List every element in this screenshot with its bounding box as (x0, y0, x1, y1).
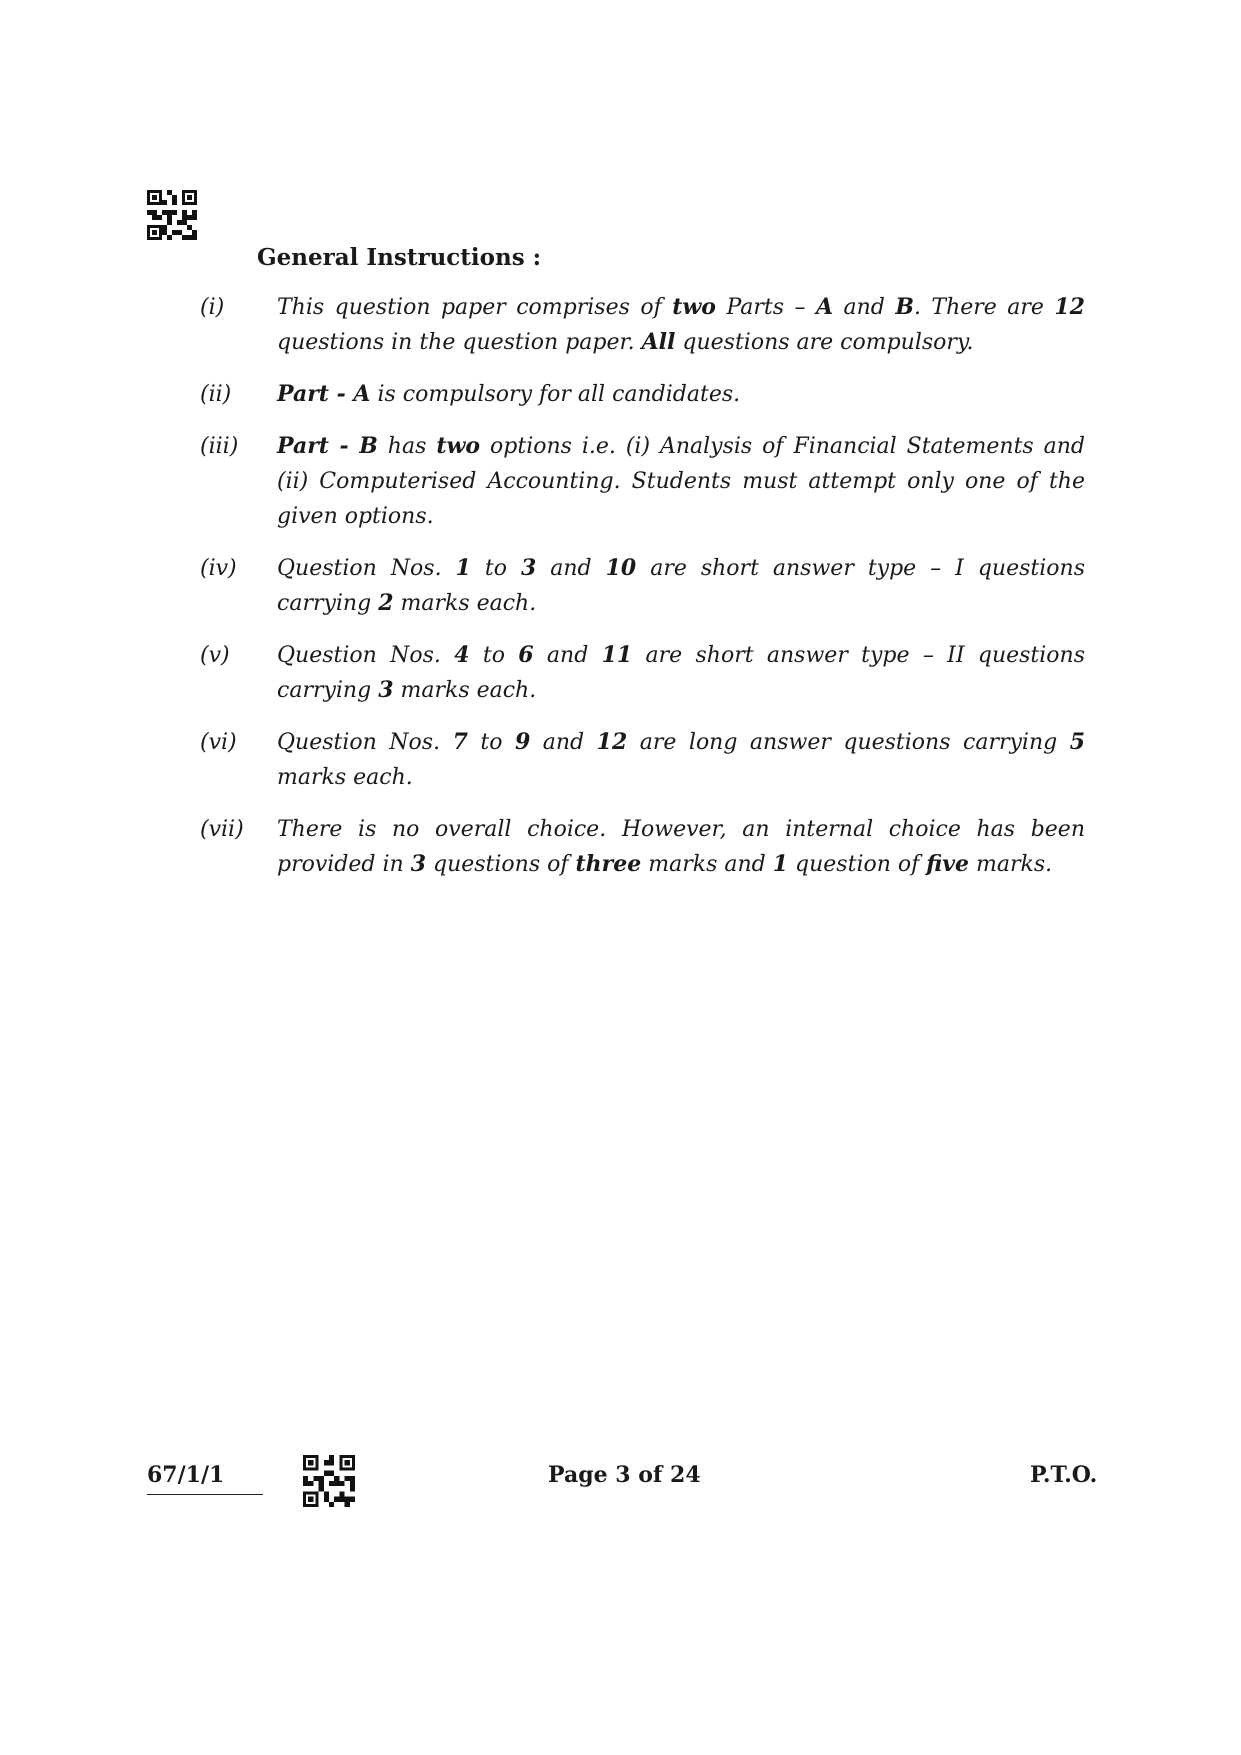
instruction-emphasis: Part - A (277, 381, 371, 407)
instruction-fragment: marks. (969, 852, 1053, 877)
instruction-emphasis: 2 (378, 590, 394, 616)
paper-code: 67/1/1 (147, 1462, 263, 1495)
instruction-fragment: to (470, 556, 521, 581)
instruction-fragment: Question Nos. (277, 643, 455, 668)
instruction-fragment: marks each. (277, 765, 413, 790)
instruction-number: (ii) (200, 382, 232, 407)
instruction-fragment: and (533, 643, 602, 668)
instruction-fragment: . There are (913, 295, 1055, 320)
instruction-emphasis: 6 (518, 642, 534, 668)
instruction-item (200, 551, 1085, 621)
instruction-number: (vi) (200, 730, 237, 755)
instruction-emphasis: 7 (452, 729, 468, 755)
instruction-fragment: questions of (426, 852, 576, 877)
instruction-fragment: There is no overall choice. However, an internal choice has been provided in (277, 817, 1085, 877)
instruction-number: (vii) (200, 817, 244, 842)
instruction-fragment: Parts – (715, 295, 816, 320)
instruction-text (277, 429, 1085, 534)
instruction-fragment: question of (788, 852, 927, 877)
instruction-emphasis: 12 (1054, 294, 1085, 320)
instruction-text (277, 725, 1085, 795)
instruction-emphasis: two (672, 294, 716, 320)
instruction-fragment: has (377, 434, 437, 459)
instruction-number: (i) (200, 295, 225, 320)
instruction-fragment: marks each. (393, 678, 537, 703)
instruction-fragment: are long answer questions carrying (627, 730, 1070, 755)
instruction-emphasis: five (926, 851, 970, 877)
instruction-fragment: to (467, 730, 515, 755)
instruction-emphasis: 12 (596, 729, 628, 755)
qr-code-footer (303, 1455, 355, 1507)
instruction-text (277, 377, 1085, 412)
instruction-text (277, 638, 1085, 708)
instruction-item (200, 638, 1085, 708)
instruction-fragment: to (469, 643, 519, 668)
instruction-fragment: marks and (641, 852, 773, 877)
instruction-fragment: and (530, 730, 597, 755)
instruction-emphasis: 4 (454, 642, 470, 668)
instruction-item (200, 290, 1085, 360)
instruction-text (277, 812, 1085, 882)
instruction-emphasis: two (436, 433, 481, 459)
general-instructions-heading: General Instructions : (257, 244, 542, 271)
instruction-fragment: This question paper comprises of (277, 295, 673, 320)
instruction-text (277, 290, 1085, 360)
instruction-fragment: Question Nos. (277, 730, 453, 755)
instructions-list (200, 290, 1085, 899)
instruction-emphasis: B (895, 294, 914, 320)
instruction-fragment: and (833, 295, 896, 320)
instruction-emphasis: 3 (520, 555, 537, 581)
instruction-emphasis: Part - B (277, 433, 378, 459)
instruction-fragment: are short answer type – II questions carrying (277, 643, 1086, 703)
instruction-number: (iv) (200, 556, 237, 581)
instruction-emphasis: 1 (772, 851, 789, 877)
instruction-emphasis: A (815, 294, 834, 320)
instruction-fragment: questions in the question paper. (277, 330, 642, 355)
instruction-emphasis: 10 (605, 555, 637, 581)
instruction-emphasis: 1 (455, 555, 471, 581)
page-number: Page 3 of 24 (548, 1462, 701, 1488)
instruction-fragment: Question Nos. (277, 556, 456, 581)
instruction-item (200, 812, 1085, 882)
instruction-text (277, 551, 1085, 621)
instruction-emphasis: All (641, 329, 676, 355)
instruction-emphasis: 5 (1069, 729, 1085, 755)
instruction-emphasis: 3 (378, 677, 394, 703)
qr-code-top (147, 190, 197, 240)
instruction-item (200, 725, 1085, 795)
instruction-fragment: are short answer type – I questions carrying (277, 556, 1085, 616)
instruction-fragment: and (536, 556, 606, 581)
instruction-emphasis: 11 (601, 642, 633, 668)
instruction-number: (iii) (200, 434, 239, 459)
instruction-fragment: is compulsory for all candidates. (370, 382, 741, 407)
instruction-fragment: options i.e. (i) Analysis of Financial Statements and (ii) Computerised Accounting. Students must attempt only one of the given options. (277, 434, 1085, 529)
instruction-item (200, 429, 1085, 534)
instruction-fragment: marks each. (393, 591, 537, 616)
instruction-number: (v) (200, 643, 230, 668)
instruction-item (200, 377, 1085, 412)
instruction-emphasis: 3 (410, 851, 426, 877)
instruction-emphasis: three (575, 851, 642, 877)
instruction-fragment: questions are compulsory. (675, 330, 974, 355)
instruction-emphasis: 9 (514, 729, 531, 755)
pto-label: P.T.O. (1030, 1462, 1098, 1488)
